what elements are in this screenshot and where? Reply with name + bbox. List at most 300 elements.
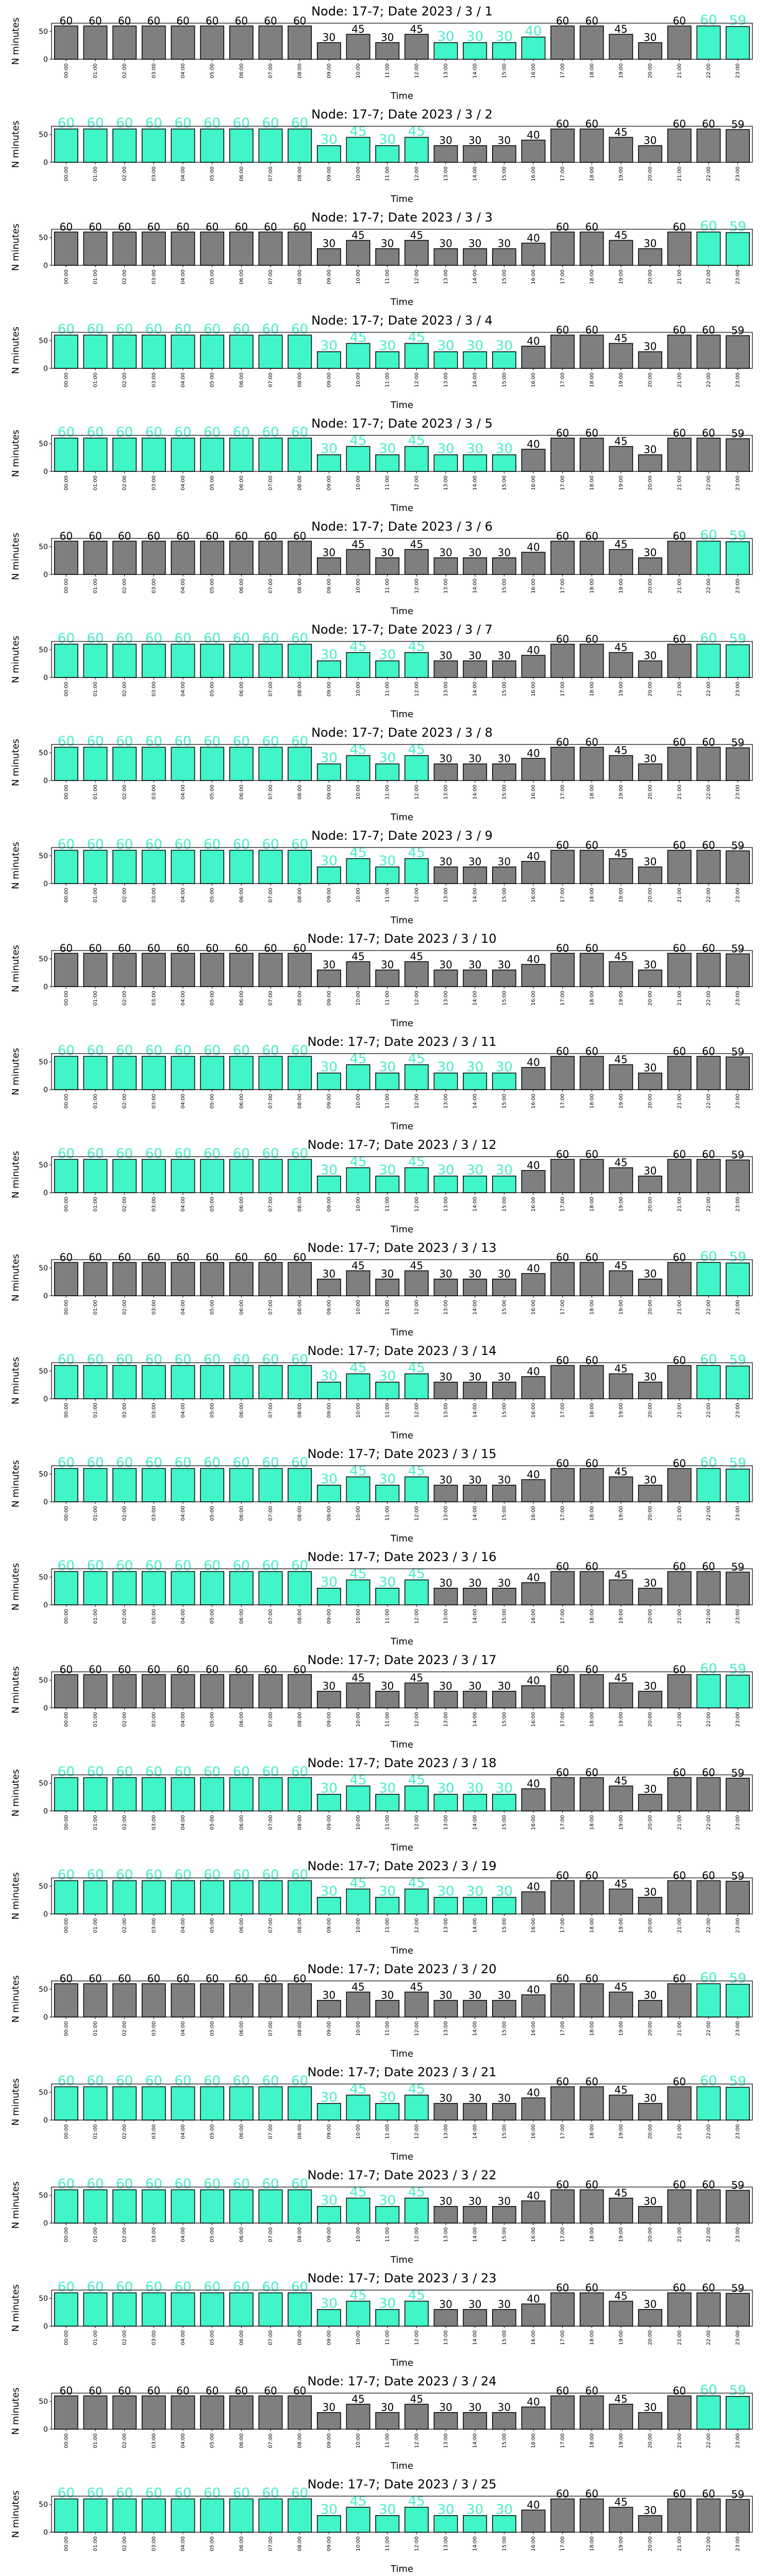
data-label: 60	[291, 1558, 309, 1574]
data-label: 30	[468, 546, 482, 559]
data-label: 59	[729, 1352, 747, 1368]
x-tick-label: 00:00	[63, 1094, 70, 1109]
bar	[113, 438, 136, 471]
data-label: 40	[527, 643, 540, 656]
bar	[405, 138, 428, 162]
y-axis-label: N minutes	[10, 326, 21, 375]
x-tick-label: 18:00	[589, 1918, 595, 1933]
data-label: 60	[585, 1972, 599, 1985]
y-tick-label: 0	[43, 1704, 48, 1713]
x-tick-label: 23:00	[735, 2124, 741, 2139]
bar	[434, 661, 457, 677]
data-label: 60	[291, 1867, 309, 1883]
data-label: 30	[437, 1162, 455, 1178]
data-label: 60	[174, 2176, 192, 2192]
x-tick-label: 19:00	[618, 1712, 624, 1727]
x-tick-label: 14:00	[472, 2227, 478, 2242]
x-tick-label: 00:00	[63, 888, 70, 903]
x-tick-label: 06:00	[239, 1403, 245, 1418]
data-label: 60	[234, 1972, 248, 1985]
x-tick-label: 09:00	[326, 682, 332, 697]
x-tick-label: 23:00	[735, 1609, 741, 1624]
bar	[434, 558, 457, 574]
data-label: 60	[87, 837, 104, 853]
data-label: 30	[439, 752, 452, 765]
bar	[697, 541, 720, 574]
x-tick-label: 10:00	[356, 785, 361, 800]
x-tick-label: 04:00	[180, 1712, 186, 1727]
bar	[317, 2207, 341, 2223]
data-label: 30	[643, 340, 657, 353]
x-tick-label: 04:00	[180, 372, 186, 387]
data-label: 60	[262, 321, 279, 337]
x-axis-label: Time	[390, 2461, 414, 2471]
x-tick-label: 17:00	[560, 1918, 566, 1933]
data-label: 60	[556, 1972, 569, 1985]
bar	[230, 850, 253, 884]
bar	[317, 249, 341, 265]
data-label: 60	[174, 115, 192, 131]
bar	[200, 1984, 224, 2017]
data-label: 30	[322, 958, 336, 971]
bar	[230, 232, 253, 265]
bar	[522, 1480, 545, 1502]
x-tick-label: 07:00	[268, 1403, 274, 1418]
x-tick-label: 20:00	[647, 1300, 653, 1315]
data-label: 30	[468, 2195, 482, 2208]
y-tick-label: 50	[39, 2089, 48, 2097]
bar	[317, 2310, 341, 2326]
data-label: 30	[466, 2502, 484, 2518]
x-tick-label: 17:00	[560, 682, 566, 697]
data-label: 60	[232, 2279, 250, 2295]
chart-title: Node: 17-7; Date 2023 / 3 / 3	[311, 210, 493, 225]
data-label: 30	[643, 1680, 657, 1692]
x-tick-label: 23:00	[735, 1403, 741, 1418]
data-label: 60	[673, 1766, 686, 1779]
bar	[522, 1274, 545, 1296]
data-label: 45	[408, 2184, 425, 2200]
y-axis-label: N minutes	[10, 2387, 21, 2435]
bar	[113, 335, 136, 368]
data-label: 45	[408, 2287, 425, 2303]
x-tick-label: 16:00	[531, 888, 536, 903]
bar	[638, 1588, 662, 1605]
data-label: 45	[349, 1051, 367, 1067]
bar	[638, 249, 662, 265]
bar	[113, 2190, 136, 2223]
bar	[55, 2396, 78, 2429]
data-label: 30	[643, 1164, 657, 1177]
data-label: 60	[291, 837, 309, 853]
bar	[551, 2087, 574, 2120]
x-tick-label: 03:00	[151, 1918, 157, 1933]
x-tick-label: 02:00	[122, 1609, 128, 1624]
bar	[551, 232, 574, 265]
data-label: 60	[145, 1146, 162, 1162]
x-tick-label: 22:00	[706, 2124, 712, 2139]
bar	[83, 644, 107, 677]
x-tick-label: 16:00	[531, 1506, 536, 1521]
y-tick-label: 50	[39, 1470, 48, 1479]
x-tick-label: 22:00	[706, 991, 712, 1006]
data-label: 60	[556, 1766, 569, 1779]
bar	[405, 241, 428, 265]
data-label: 60	[264, 221, 277, 233]
bar	[434, 1897, 457, 1914]
data-label: 40	[527, 1365, 540, 1378]
data-label: 45	[349, 330, 367, 346]
bar	[346, 1065, 369, 1090]
data-label: 60	[145, 1352, 162, 1368]
x-tick-label: 19:00	[618, 372, 624, 387]
bar	[551, 2190, 574, 2223]
data-label: 60	[673, 633, 686, 646]
data-label: 30	[380, 2401, 394, 2414]
bar	[638, 1176, 662, 1193]
x-tick-label: 21:00	[677, 2124, 683, 2139]
x-tick-label: 07:00	[268, 269, 274, 284]
y-tick-label: 50	[39, 749, 48, 758]
x-tick-label: 03:00	[151, 1712, 157, 1727]
data-label: 60	[673, 1251, 686, 1264]
data-label: 60	[556, 1663, 569, 1676]
data-label: 45	[614, 1053, 628, 1066]
data-label: 60	[291, 1352, 309, 1368]
x-tick-label: 16:00	[531, 1197, 536, 1212]
bar	[493, 1073, 516, 1090]
data-label: 59	[729, 13, 747, 29]
data-label: 30	[320, 750, 338, 766]
data-label: 30	[468, 1577, 482, 1589]
bar	[171, 232, 194, 265]
bar	[346, 2404, 369, 2429]
bar	[83, 129, 107, 162]
bar	[317, 867, 341, 884]
bar	[697, 2396, 720, 2429]
x-tick-label: 04:00	[180, 1506, 186, 1521]
bar	[346, 241, 369, 265]
x-tick-label: 07:00	[268, 2227, 274, 2242]
data-label: 30	[439, 855, 452, 868]
bar	[697, 1674, 720, 1708]
bar	[551, 26, 574, 59]
x-tick-label: 23:00	[735, 166, 741, 181]
data-label: 60	[585, 1457, 599, 1470]
data-label: 60	[174, 1146, 192, 1162]
x-tick-label: 15:00	[501, 2124, 508, 2139]
data-label: 30	[437, 1781, 455, 1797]
bar	[230, 541, 253, 574]
bar	[405, 35, 428, 59]
data-label: 59	[731, 427, 745, 440]
x-tick-label: 19:00	[618, 1918, 624, 1933]
bar	[346, 1786, 369, 1811]
data-label: 60	[293, 2384, 307, 2397]
bar	[83, 2396, 107, 2429]
data-label: 60	[205, 1663, 219, 1676]
bar	[697, 1365, 720, 1399]
data-label: 60	[673, 14, 686, 27]
data-label: 40	[527, 128, 540, 141]
bar	[638, 1073, 662, 1090]
data-label: 60	[700, 1249, 717, 1265]
bar	[259, 1984, 282, 2017]
bar	[142, 1468, 165, 1502]
x-tick-label: 15:00	[501, 785, 508, 800]
bar	[55, 644, 78, 677]
x-tick-label: 05:00	[209, 1403, 215, 1418]
data-label: 60	[145, 631, 162, 647]
x-tick-label: 10:00	[356, 269, 361, 284]
data-label: 60	[145, 2073, 162, 2089]
bar	[405, 756, 428, 781]
data-label: 60	[585, 1354, 599, 1367]
x-tick-label: 02:00	[122, 476, 128, 490]
x-tick-label: 08:00	[297, 476, 303, 490]
bar	[668, 2396, 691, 2429]
bar	[346, 2301, 369, 2326]
data-label: 59	[729, 1662, 747, 1677]
bar	[83, 1984, 107, 2017]
x-tick-label: 17:00	[560, 2124, 566, 2139]
bar	[230, 1571, 253, 1605]
x-tick-label: 03:00	[151, 63, 157, 78]
x-tick-label: 15:00	[501, 2330, 508, 2345]
data-label: 60	[174, 734, 192, 750]
data-label: 45	[614, 950, 628, 963]
bar	[522, 449, 545, 471]
data-label: 60	[291, 631, 309, 647]
x-tick-label: 10:00	[356, 1712, 361, 1727]
bar	[726, 541, 749, 574]
data-label: 45	[349, 2287, 367, 2303]
x-tick-label: 22:00	[706, 1300, 712, 1315]
bar	[230, 1880, 253, 1914]
x-tick-label: 01:00	[93, 682, 98, 697]
bar	[55, 1571, 78, 1605]
y-tick-label: 0	[43, 880, 48, 888]
bar	[259, 1777, 282, 1811]
data-label: 60	[585, 2487, 599, 2500]
daily-chart-13	[0, 1236, 773, 1340]
bar	[697, 644, 720, 677]
bar	[697, 953, 720, 987]
x-tick-label: 09:00	[326, 1815, 332, 1830]
x-tick-label: 15:00	[501, 476, 508, 490]
bar	[638, 43, 662, 59]
x-tick-label: 02:00	[122, 991, 128, 1006]
x-tick-label: 00:00	[63, 476, 70, 490]
data-label: 60	[57, 1352, 75, 1368]
x-tick-label: 13:00	[443, 785, 449, 800]
bar	[522, 346, 545, 368]
bar	[376, 455, 399, 471]
bar	[171, 953, 194, 987]
x-tick-label: 17:00	[560, 476, 566, 490]
daily-chart-18	[0, 1752, 773, 1855]
x-tick-label: 18:00	[589, 785, 595, 800]
data-label: 60	[57, 115, 75, 131]
x-tick-label: 22:00	[706, 166, 712, 181]
bar	[668, 747, 691, 781]
x-tick-label: 07:00	[268, 1815, 274, 1830]
x-tick-label: 06:00	[239, 63, 245, 78]
data-label: 45	[614, 1568, 628, 1581]
x-tick-label: 17:00	[560, 579, 566, 594]
data-label: 60	[176, 14, 190, 27]
x-tick-label: 05:00	[209, 1094, 215, 1109]
chart-title: Node: 17-7; Date 2023 / 3 / 9	[311, 828, 493, 843]
bar	[346, 1580, 369, 1605]
bar	[609, 550, 632, 574]
bar	[376, 249, 399, 265]
data-label: 60	[232, 734, 250, 750]
bar	[288, 2499, 311, 2532]
x-tick-label: 20:00	[647, 2124, 653, 2139]
bar	[609, 1992, 632, 2017]
x-tick-label: 22:00	[706, 1609, 712, 1624]
y-tick-label: 50	[39, 2295, 48, 2303]
x-tick-label: 19:00	[618, 785, 624, 800]
x-tick-label: 11:00	[384, 1300, 391, 1315]
data-label: 60	[291, 2279, 309, 2295]
x-tick-label: 07:00	[268, 372, 274, 387]
data-label: 40	[527, 2498, 540, 2511]
x-tick-label: 13:00	[443, 2227, 449, 2242]
data-label: 45	[408, 1463, 425, 1479]
x-tick-label: 00:00	[63, 682, 70, 697]
bar	[171, 747, 194, 781]
x-tick-label: 07:00	[268, 888, 274, 903]
y-tick-label: 50	[39, 2501, 48, 2510]
y-axis-label: N minutes	[10, 429, 21, 478]
bar	[83, 1674, 107, 1708]
data-label: 60	[117, 1663, 131, 1676]
x-tick-label: 21:00	[677, 372, 683, 387]
data-label: 60	[264, 942, 277, 955]
x-tick-label: 09:00	[326, 2433, 332, 2448]
data-label: 60	[291, 734, 309, 750]
bar	[609, 1580, 632, 1605]
bar	[142, 1571, 165, 1605]
data-label: 30	[466, 1059, 484, 1075]
data-label: 60	[262, 115, 279, 131]
x-tick-label: 12:00	[414, 1712, 420, 1727]
x-tick-label: 23:00	[735, 1815, 741, 1830]
x-tick-label: 02:00	[122, 1094, 128, 1109]
bar	[638, 1279, 662, 1296]
x-tick-label: 02:00	[122, 166, 128, 181]
bar	[609, 2198, 632, 2223]
x-tick-label: 14:00	[472, 785, 478, 800]
x-tick-label: 04:00	[180, 476, 186, 490]
data-label: 60	[57, 1867, 75, 1883]
x-tick-label: 07:00	[268, 1918, 274, 1933]
y-axis-label: N minutes	[10, 532, 21, 581]
bar	[493, 1485, 516, 1502]
y-tick-label: 50	[39, 1367, 48, 1376]
x-axis-label: Time	[390, 812, 414, 823]
x-tick-label: 20:00	[647, 1609, 653, 1624]
data-label: 60	[232, 115, 250, 131]
bar	[551, 2499, 574, 2532]
data-label: 60	[556, 1457, 569, 1470]
bar	[405, 1992, 428, 2017]
bar	[113, 747, 136, 781]
x-tick-label: 10:00	[356, 2330, 361, 2345]
x-tick-label: 05:00	[209, 2021, 215, 2036]
x-tick-label: 11:00	[384, 1403, 391, 1418]
data-label: 30	[439, 546, 452, 559]
data-label: 60	[57, 1764, 75, 1780]
data-label: 30	[468, 1267, 482, 1280]
x-tick-label: 14:00	[472, 2330, 478, 2345]
data-label: 30	[466, 29, 484, 45]
data-label: 60	[145, 115, 162, 131]
y-tick-label: 0	[43, 2529, 48, 2537]
x-tick-label: 05:00	[209, 166, 215, 181]
x-tick-label: 19:00	[618, 166, 624, 181]
data-label: 60	[556, 530, 569, 543]
bar	[580, 644, 603, 677]
data-label: 30	[466, 441, 484, 457]
x-tick-label: 00:00	[63, 1506, 70, 1521]
x-tick-label: 02:00	[122, 2124, 128, 2139]
y-tick-label: 50	[39, 1676, 48, 1685]
data-label: 60	[585, 2178, 599, 2191]
bar	[200, 232, 224, 265]
data-label: 40	[527, 540, 540, 553]
data-label: 60	[57, 321, 75, 337]
x-tick-label: 17:00	[560, 372, 566, 387]
x-tick-label: 02:00	[122, 785, 128, 800]
x-tick-label: 19:00	[618, 476, 624, 490]
data-label: 60	[232, 1867, 250, 1883]
bar	[230, 747, 253, 781]
x-tick-label: 02:00	[122, 888, 128, 903]
x-tick-label: 20:00	[647, 63, 653, 78]
chart-title: Node: 17-7; Date 2023 / 3 / 7	[311, 622, 493, 637]
bar	[317, 1176, 341, 1193]
x-tick-label: 19:00	[618, 2124, 624, 2139]
bar	[434, 764, 457, 781]
x-tick-label: 05:00	[209, 2330, 215, 2345]
bar	[697, 26, 720, 59]
bar	[113, 2499, 136, 2532]
bar	[580, 26, 603, 59]
x-tick-label: 08:00	[297, 372, 303, 387]
y-axis-label: N minutes	[10, 1769, 21, 1817]
bar	[376, 1176, 399, 1193]
bar	[463, 661, 486, 677]
y-tick-label: 0	[43, 2116, 48, 2125]
bar	[697, 2087, 720, 2120]
bar	[113, 1777, 136, 1811]
data-label: 30	[379, 1884, 396, 1900]
data-label: 60	[176, 530, 190, 543]
bar	[551, 1365, 574, 1399]
x-tick-label: 04:00	[180, 1403, 186, 1418]
x-tick-label: 08:00	[297, 1712, 303, 1727]
data-label: 45	[351, 950, 365, 963]
data-label: 60	[556, 2075, 569, 2088]
data-label: 30	[379, 853, 396, 869]
x-tick-label: 13:00	[443, 1918, 449, 1933]
bar	[142, 541, 165, 574]
x-tick-label: 21:00	[677, 1094, 683, 1109]
data-label: 59	[731, 942, 745, 955]
